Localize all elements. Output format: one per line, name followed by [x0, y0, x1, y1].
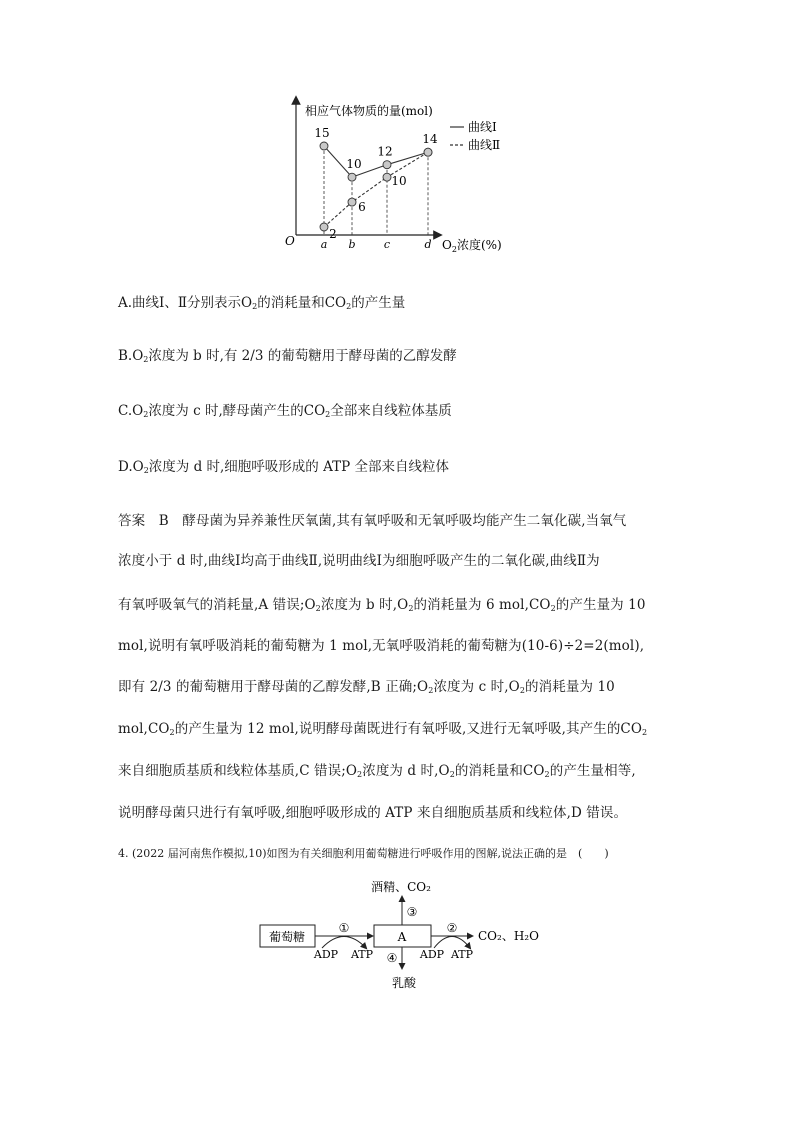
arc-2 [434, 937, 470, 949]
adp-label-2: ADP [419, 948, 445, 961]
point-2-c [383, 173, 391, 181]
answer-line-7: 来自细胞质基质和线粒体基质,C 错误$;O_2$浓度为 d 时$,O_2$的消耗量和$CO_2$的产生量相等, [118, 763, 636, 779]
bottom-product: 乳酸 [391, 976, 417, 990]
glucose-label: 葡萄糖 [268, 930, 306, 944]
atp-label-1: ATP [350, 948, 374, 961]
point-2-d [424, 148, 432, 156]
top-product: 酒精、CO₂ [371, 880, 431, 894]
data-label-2-c: 10 [391, 174, 407, 189]
data-label-1-b: 10 [346, 157, 362, 172]
data-label-1-d: 14 [422, 132, 438, 147]
data-label-2-a: 2 [329, 227, 337, 241]
y-axis-label: 相应气体物质的量(mol) [305, 104, 433, 118]
data-label-2-b: 6 [358, 200, 366, 215]
answer-line-1: 答案 B 酵母菌为异养兼性厌氧菌,其有氧呼吸和无氧呼吸均能产生二氧化碳,当氧气 [118, 513, 627, 529]
option-a: A.曲线Ⅰ、Ⅱ分别表示$O_2$的消耗量和$CO_2$的产生量 [118, 295, 406, 311]
answer-line-8: 说明酵母菌只进行有氧呼吸,细胞呼吸形成的 ATP 来自细胞质基质和线粒体,D 错误。 [118, 805, 628, 821]
legend-label-curve-2: 曲线Ⅱ [468, 138, 501, 152]
glucose-respiration-diagram [0, 870, 794, 990]
point-1-a [320, 142, 328, 150]
arc-1 [322, 937, 366, 949]
option-d: $D.O_2$浓度为 d 时,细胞呼吸形成的 ATP 全部来自线粒体 [118, 459, 449, 475]
point-2-a [320, 223, 328, 231]
data-label-1-a: 15 [314, 126, 330, 140]
answer-line-5: 即有 2/3 的葡萄糖用于酵母菌的乙醇发酵,B 正确$;O_2$浓度为 c 时$,O_2$的消耗量为 10 [118, 679, 615, 695]
data-label-1-c: 12 [377, 144, 393, 159]
point-1-b [348, 173, 356, 181]
question-4: 4. (2022 届河南焦作模拟,10)如图为有关细胞利用葡萄糖进行呼吸作用的图解,说法正确的是 ( ) [118, 847, 609, 860]
step-4-label: ④ [386, 951, 398, 965]
x-tick-label-a: a [320, 238, 328, 251]
point-2-b [348, 198, 356, 206]
step-1-label: ① [338, 921, 350, 935]
origin-label: O [285, 234, 295, 248]
step-3-label: ③ [406, 905, 418, 919]
option-b: $B.O_2$浓度为 b 时,有 2/3 的葡萄糖用于酵母菌的乙醇发酵 [118, 348, 457, 364]
a-label: A [397, 930, 407, 944]
right-product: CO₂、H₂O [478, 929, 539, 943]
x-tick-label-b: b [348, 238, 356, 251]
x-axis-label: $O_2$浓度(%) [442, 238, 502, 254]
answer-line-2: 浓度小于 d 时,曲线Ⅰ均高于曲线Ⅱ,说明曲线Ⅰ为细胞呼吸产生的二氧化碳,曲线Ⅱ为 [118, 553, 600, 569]
answer-line-3: 有氧呼吸氧气的消耗量,A 错误$;O_2$浓度为 b 时$,O_2$的消耗量为 6 $mol,CO_2$的产生量为 10 [118, 597, 646, 613]
adp-label-1: ADP [313, 948, 339, 961]
point-1-c [383, 161, 391, 169]
option-c: $C.O_2$浓度为 c 时,酵母菌产生的$CO_2$全部来自线粒体基质 [118, 403, 452, 419]
x-tick-label-c: c [383, 238, 391, 251]
legend [450, 119, 500, 152]
atp-label-2: ATP [450, 948, 474, 961]
legend-label-curve-1: 曲线Ⅰ [468, 120, 497, 134]
answer-line-4: mol,说明有氧呼吸消耗的葡萄糖为 1 mol,无氧呼吸消耗的葡萄糖为(10-6)÷2=2(mol), [118, 638, 645, 654]
answer-line-6: $mol,CO_2$的产生量为 12 mol,说明酵母菌既进行有氧呼吸,又进行无氧呼吸,其产生的$CO_2$ [118, 721, 648, 737]
respiration-line-chart [0, 90, 794, 350]
x-tick-label-d: d [424, 238, 432, 251]
step-2-label: ② [446, 921, 458, 935]
